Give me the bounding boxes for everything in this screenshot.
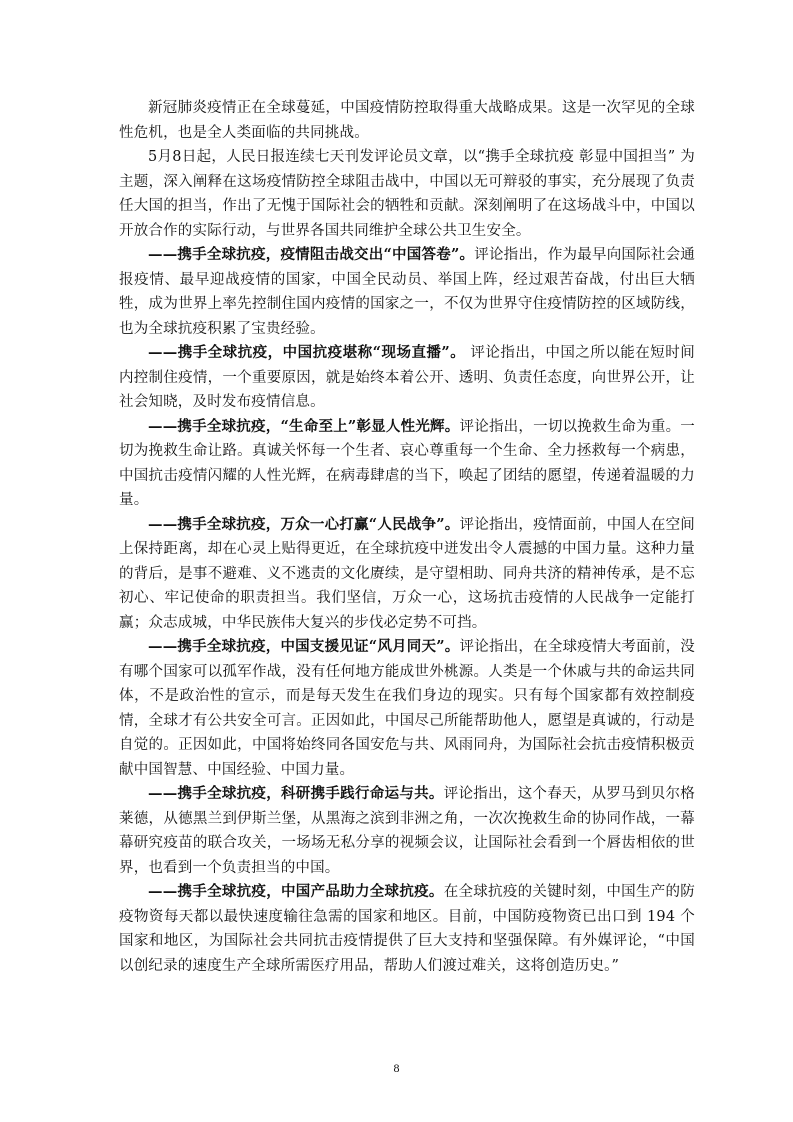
paragraph-text: 评论指出，疫情面前，中国人在空间上保持距离，却在心灵上贴得更近，在全球抗疫中迸发出令人震撼的中国力量。这种力量的背后，是事不避难、义不逃责的文化赓续，是守望相助、同舟共济的精神传承，是不忘初心、牢记使命的职责担当。我们坚信，万众一心，这场抗击疫情的人民战争一定能打赢；众志成城，中华民族伟大复兴的步伐必定势不可挡。	[119, 516, 695, 631]
page-number: 8	[393, 1061, 400, 1075]
paragraph-heading: ——携手全球抗疫，“生命至上”彰显人性光辉。	[148, 417, 460, 435]
commentary-paragraph-peoples-war	[119, 513, 695, 636]
paragraph-text: 5月8日起，人民日报连续七天刊发评论员文章，以“携手全球抗疫 彰显中国担当” 为主题，深入阐释在这场疫情防控全球阻击战中，中国以无可辩驳的事实，充分展现了负责任大国的担当，作出了无愧于国际社会的牺牲和贡献。深刻阐明了在这场战斗中，中国以开放合作的实际行动，与世界各国共同维护全球公共卫生安全。	[119, 149, 695, 239]
paragraph-heading: ——携手全球抗疫，万众一心打赢“人民战争”。	[148, 515, 460, 533]
paragraph-text: 评论指出，作为最早向国际社会通报疫情、最早迎战疫情的国家，中国全民动员、举国上阵，经过艰苦奋战，付出巨大牺牲，成为世界上率先控制住国内疫情的国家之一，不仅为世界守住疫情防控的区域防线，也为全球抗疫积累了宝贵经验。	[119, 247, 695, 337]
paragraph-text: 评论指出，中国之所以能在短时间内控制住疫情，一个重要原因，就是始终本着公开、透明、负责任态度，向世界公开，让社会知晓，及时发布疫情信息。	[119, 345, 695, 410]
commentary-paragraph-research	[119, 782, 695, 880]
paragraph-text: 评论指出，一切以挽救生命为重。一切为挽救生命让路。真诚关怀每一个生者、哀心尊重每一个生命、全力拯救每一个病患，中国抗击疫情闪耀的人性光辉，在病毒肆虐的当下，唤起了团结的愿望，传递着温暖的力量。	[119, 418, 695, 508]
paragraph-text: 评论指出，在全球疫情大考面前，没有哪个国家可以孤军作战，没有任何地方能成世外桃源。人类是一个休戚与共的命运共同体，不是政治性的宣示，而是每天发生在我们身边的现实。只有每个国家都有效控制疫情，全球才有公共安全可言。正因如此，中国尽己所能帮助他人，愿望是真诚的，行动是自觉的。正因如此，中国将始终同各国安危与共、风雨同舟，为国际社会抗击疫情积极贡献中国智慧、中国经验、中国力量。	[119, 639, 695, 778]
context-paragraph	[119, 145, 695, 243]
intro-paragraph	[119, 96, 695, 145]
paragraph-heading: ——携手全球抗疫，科研携手践行命运与共。	[148, 785, 444, 802]
commentary-paragraph-china-answer	[119, 243, 695, 341]
commentary-paragraph-live-broadcast	[119, 341, 695, 415]
paragraph-heading: ——携手全球抗疫，中国抗疫堪称“现场直播”。	[148, 344, 466, 361]
paragraph-heading: ——携手全球抗疫，中国产品助力全球抗疫。	[148, 883, 444, 900]
paragraph-heading: ——携手全球抗疫，疫情阻击战交出“中国答卷”。	[148, 246, 475, 263]
commentary-paragraph-products	[119, 880, 695, 978]
paragraph-text: 在全球抗疫的关键时刻，中国生产的防疫物资每天都以最快速度输往急需的国家和地区。目前，中国防疫物资已出口到 194 个国家和地区，为国际社会共同抗击疫情提供了巨大支持和坚强保障。有外媒评论，“中国以创纪录的速度生产全球所需医疗用品，帮助人们渡过难关，这将创造历史。”	[119, 884, 696, 974]
commentary-paragraph-life-first	[119, 415, 695, 513]
paragraph-text: 评论指出，这个春天，从罗马到贝尔格莱德，从德黑兰到伊斯兰堡，从黑海之滨到非洲之角，一次次挽救生命的协同作战，一幕幕研究疫苗的联合攻关，一场场无私分享的视频会议，让国际社会看到一个唇齿相依的世界，也看到一个负责担当的中国。	[119, 786, 696, 876]
commentary-paragraph-same-sky	[119, 635, 695, 782]
paragraph-text: 新冠肺炎疫情正在全球蔓延，中国疫情防控取得重大战略成果。这是一次罕见的全球性危机，也是全人类面临的共同挑战。	[119, 100, 695, 141]
article-body	[119, 96, 695, 978]
paragraph-heading: ——携手全球抗疫，中国支援见证“风月同天”。	[148, 638, 460, 655]
